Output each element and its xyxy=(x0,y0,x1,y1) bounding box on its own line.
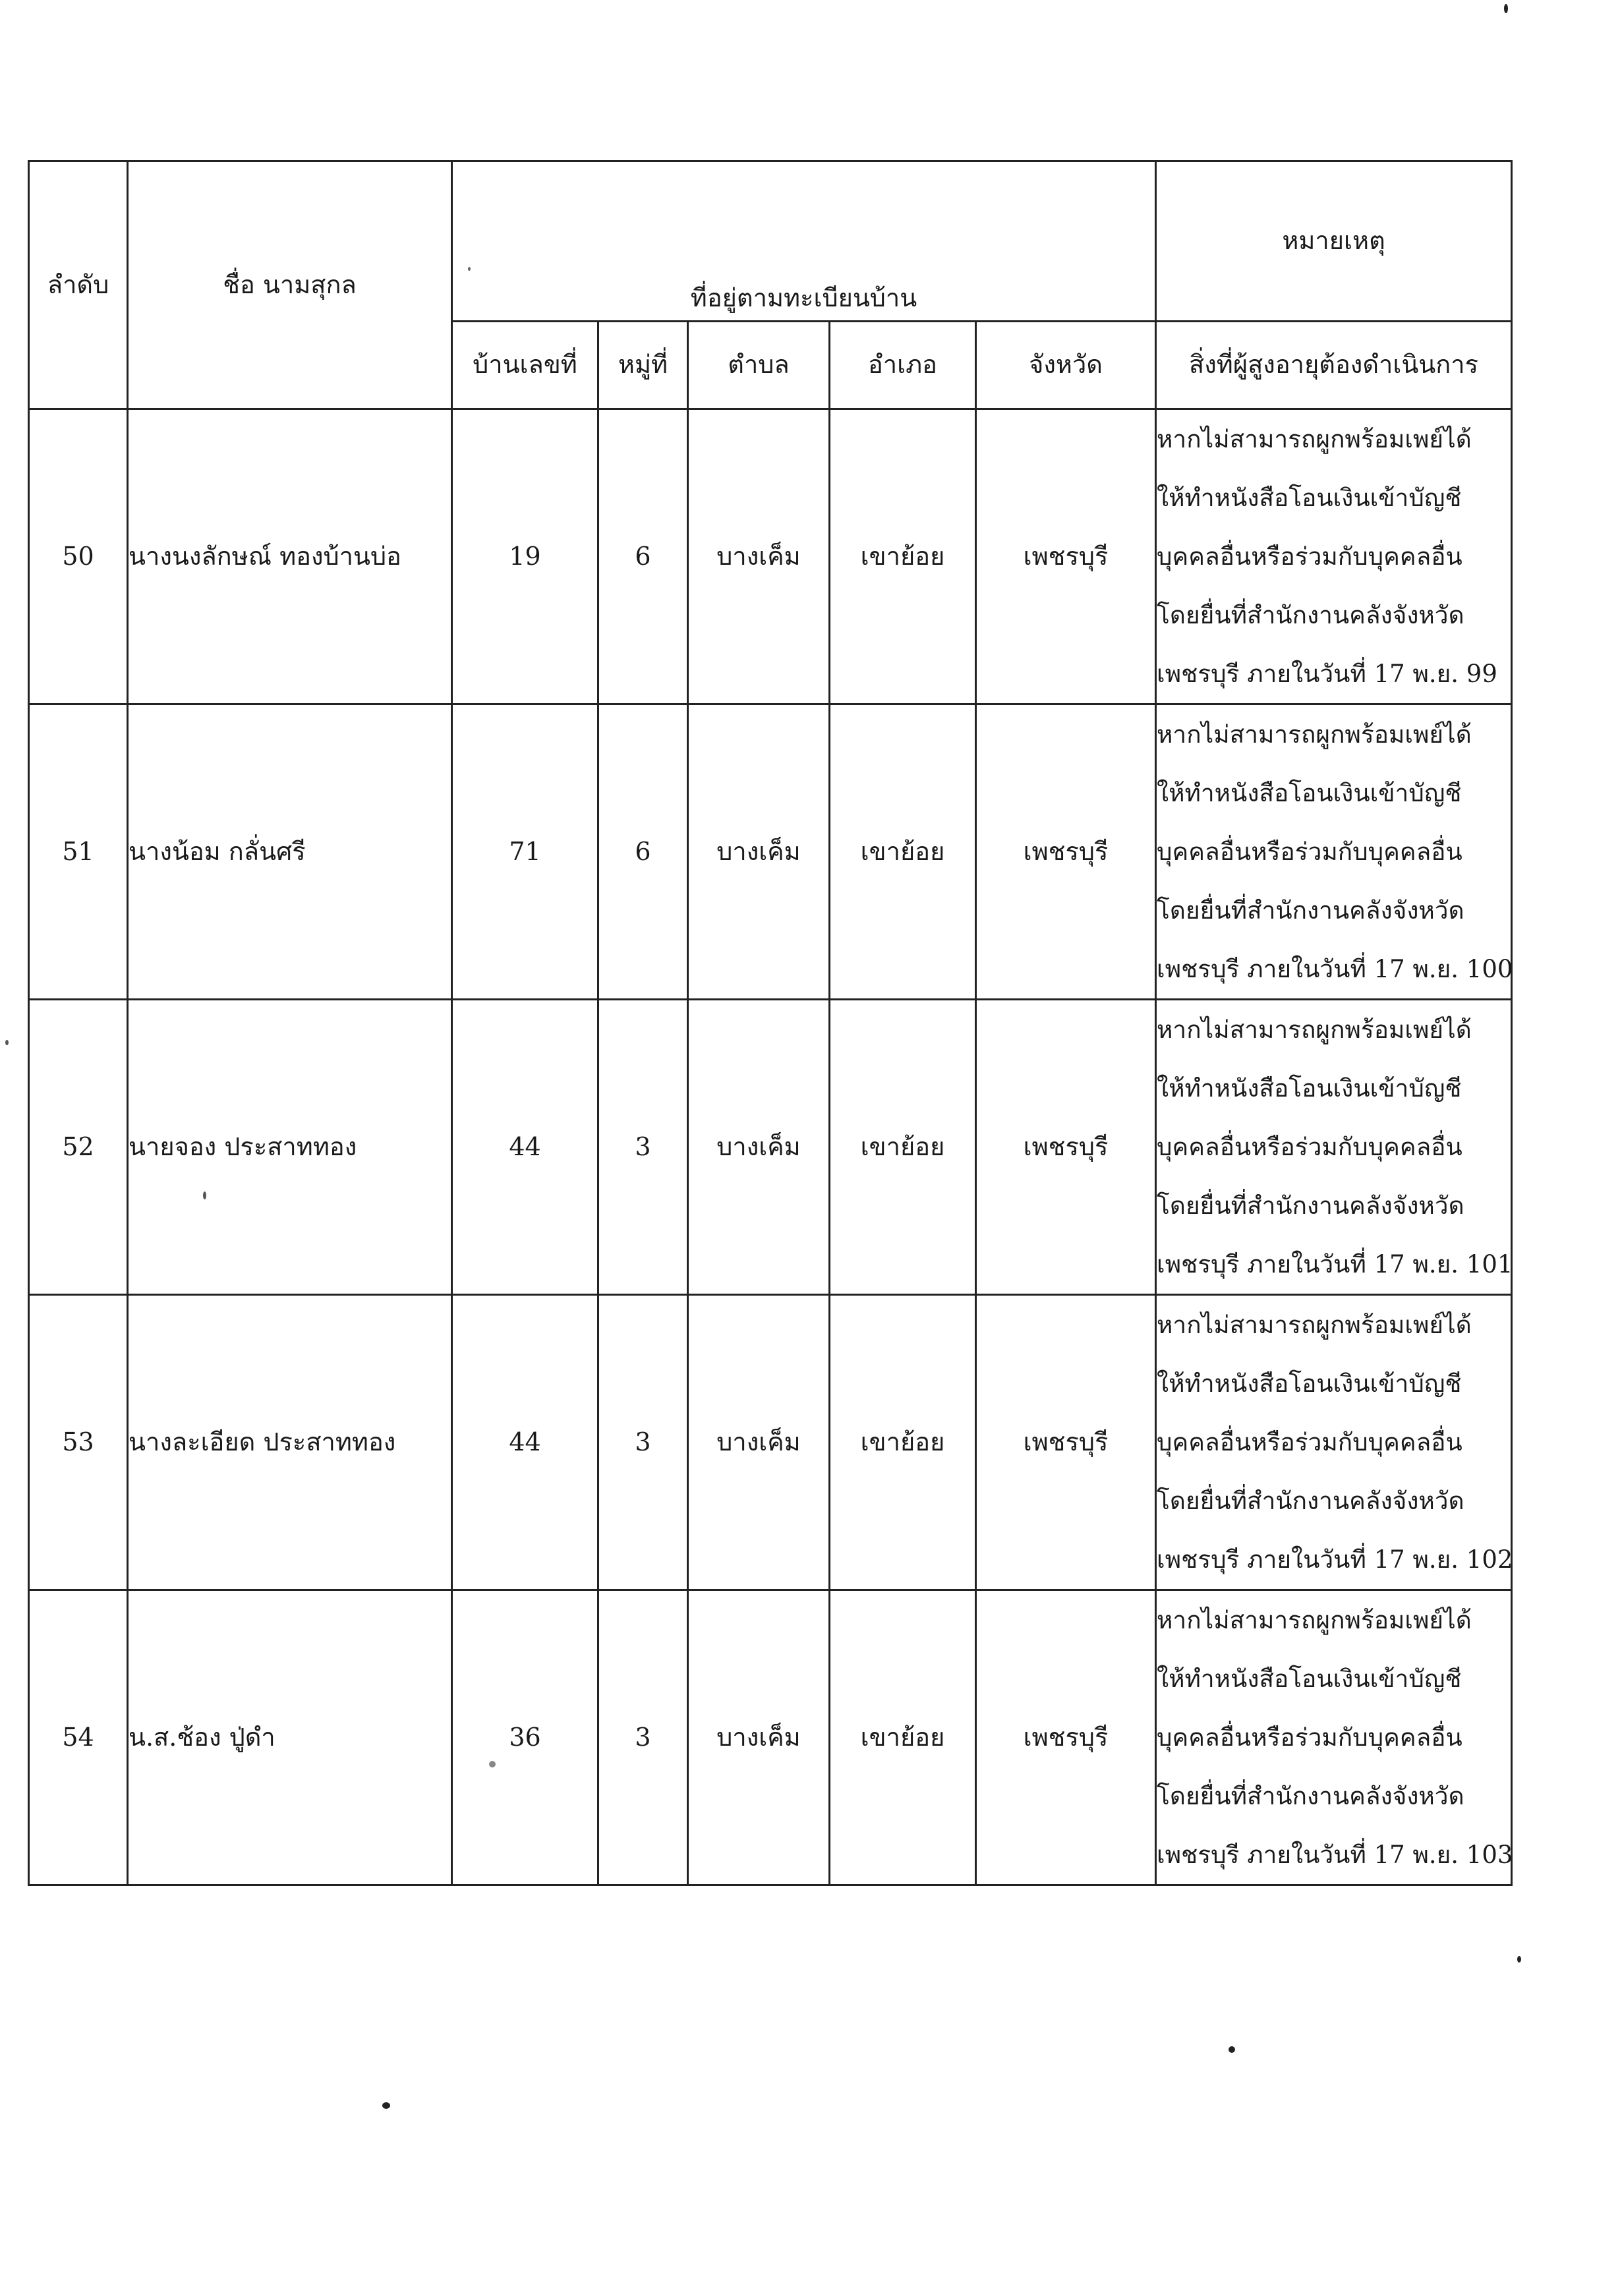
remark-line: ให้ทำหนังสือโอนเงินเข้าบัญชี xyxy=(1157,484,1462,512)
header-required-action: สิ่งที่ผู้สูงอายุต้องดำเนินการ xyxy=(1156,322,1512,409)
cell-district: เขาย้อย xyxy=(830,409,976,704)
cell-house-number: 71 xyxy=(452,704,598,1000)
cell-subdistrict: บางเค็ม xyxy=(688,409,830,704)
cell-remark xyxy=(1156,1590,1512,1885)
header-district: อำเภอ xyxy=(830,322,976,409)
cell-subdistrict: บางเค็ม xyxy=(688,1000,830,1295)
cell-subdistrict: บางเค็ม xyxy=(688,1295,830,1590)
remark-line: โดยยื่นที่สำนักงานคลังจังหวัด xyxy=(1157,1487,1464,1515)
cell-province: เพชรบุรี xyxy=(976,1590,1156,1885)
cell-district: เขาย้อย xyxy=(830,1590,976,1885)
cell-district: เขาย้อย xyxy=(830,704,976,1000)
cell-subdistrict: บางเค็ม xyxy=(688,1590,830,1885)
remark-line: หากไม่สามารถผูกพร้อมเพย์ได้ xyxy=(1157,720,1472,749)
cell-remark xyxy=(1156,1000,1512,1295)
remark-line: บุคคลอื่นหรือร่วมกับบุคคลอื่น xyxy=(1157,542,1462,571)
remark-line: บุคคลอื่นหรือร่วมกับบุคคลอื่น xyxy=(1157,1133,1462,1161)
remark-line: บุคคลอื่นหรือร่วมกับบุคคลอื่น xyxy=(1157,838,1462,866)
cell-village: 3 xyxy=(598,1590,688,1885)
cell-district: เขาย้อย xyxy=(830,1000,976,1295)
scan-speck xyxy=(1517,1956,1521,1963)
cell-name: นางนงลักษณ์ ทองบ้านบ่อ xyxy=(128,409,452,704)
table-row xyxy=(29,704,1512,1000)
remark-line: ให้ทำหนังสือโอนเงินเข้าบัญชี xyxy=(1157,1665,1462,1693)
cell-province: เพชรบุรี xyxy=(976,1295,1156,1590)
cell-name: นายจอง ประสาททอง xyxy=(128,1000,452,1295)
header-house-number: บ้านเลขที่ xyxy=(452,322,598,409)
remark-line: บุคคลอื่นหรือร่วมกับบุคคลอื่น xyxy=(1157,1428,1462,1456)
cell-village: 3 xyxy=(598,1000,688,1295)
scan-speck xyxy=(203,1191,206,1199)
remark-line: เพชรบุรี ภายในวันที่ 17 พ.ย. 100 xyxy=(1157,955,1513,983)
cell-village: 3 xyxy=(598,1295,688,1590)
cell-subdistrict: บางเค็ม xyxy=(688,704,830,1000)
cell-name: น.ส.ช้อง ปู่ดำ xyxy=(128,1590,452,1885)
cell-province: เพชรบุรี xyxy=(976,704,1156,1000)
header-subdistrict: ตำบล xyxy=(688,322,830,409)
remark-line: เพชรบุรี ภายในวันที่ 17 พ.ย. 101 xyxy=(1157,1250,1513,1278)
table-row xyxy=(29,1000,1512,1295)
remark-line: เพชรบุรี ภายในวันที่ 17 พ.ย. 103 xyxy=(1157,1841,1513,1869)
header-province: จังหวัด xyxy=(976,322,1156,409)
cell-village: 6 xyxy=(598,409,688,704)
cell-order: 51 xyxy=(29,704,128,1000)
cell-order: 54 xyxy=(29,1590,128,1885)
remark-line: โดยยื่นที่สำนักงานคลังจังหวัด xyxy=(1157,601,1464,629)
remark-line: หากไม่สามารถผูกพร้อมเพย์ได้ xyxy=(1157,1016,1472,1044)
table-row xyxy=(29,1590,1512,1885)
header-address-group: ที่อยู่ตามทะเบียนบ้าน xyxy=(452,161,1156,322)
cell-order: 53 xyxy=(29,1295,128,1590)
elderly-registry-table xyxy=(28,160,1513,1886)
cell-name: นางละเอียด ประสาททอง xyxy=(128,1295,452,1590)
cell-remark xyxy=(1156,409,1512,704)
cell-house-number: 19 xyxy=(452,409,598,704)
cell-district: เขาย้อย xyxy=(830,1295,976,1590)
scan-speck xyxy=(489,1761,496,1767)
remark-line: หากไม่สามารถผูกพร้อมเพย์ได้ xyxy=(1157,425,1472,453)
cell-province: เพชรบุรี xyxy=(976,409,1156,704)
remark-line: เพชรบุรี ภายในวันที่ 17 พ.ย. 102 xyxy=(1157,1545,1513,1574)
remark-line: หากไม่สามารถผูกพร้อมเพย์ได้ xyxy=(1157,1311,1472,1339)
scan-speck xyxy=(5,1040,9,1045)
scan-speck xyxy=(468,267,471,271)
scan-speck xyxy=(1504,4,1508,13)
cell-house-number: 36 xyxy=(452,1590,598,1885)
remark-line: บุคคลอื่นหรือร่วมกับบุคคลอื่น xyxy=(1157,1723,1462,1752)
cell-remark xyxy=(1156,704,1512,1000)
remark-line: หากไม่สามารถผูกพร้อมเพย์ได้ xyxy=(1157,1606,1472,1634)
header-order: ลำดับ xyxy=(29,161,128,409)
table-row xyxy=(29,1295,1512,1590)
header-remark: หมายเหตุ xyxy=(1156,161,1512,322)
remark-line: เพชรบุรี ภายในวันที่ 17 พ.ย. 99 xyxy=(1157,660,1497,688)
cell-village: 6 xyxy=(598,704,688,1000)
scan-speck xyxy=(382,2102,390,2109)
header-name: ชื่อ นามสุกล xyxy=(128,161,452,409)
cell-order: 50 xyxy=(29,409,128,704)
remark-line: ให้ทำหนังสือโอนเงินเข้าบัญชี xyxy=(1157,1369,1462,1398)
header-village: หมู่ที่ xyxy=(598,322,688,409)
cell-order: 52 xyxy=(29,1000,128,1295)
cell-house-number: 44 xyxy=(452,1295,598,1590)
cell-province: เพชรบุรี xyxy=(976,1000,1156,1295)
remark-line: โดยยื่นที่สำนักงานคลังจังหวัด xyxy=(1157,1191,1464,1220)
remark-line: โดยยื่นที่สำนักงานคลังจังหวัด xyxy=(1157,896,1464,925)
scan-speck xyxy=(1229,2046,1235,2053)
cell-name: นางน้อม กลั่นศรี xyxy=(128,704,452,1000)
table-row xyxy=(29,409,1512,704)
remark-line: โดยยื่นที่สำนักงานคลังจังหวัด xyxy=(1157,1782,1464,1810)
remark-line: ให้ทำหนังสือโอนเงินเข้าบัญชี xyxy=(1157,779,1462,807)
cell-remark xyxy=(1156,1295,1512,1590)
cell-house-number: 44 xyxy=(452,1000,598,1295)
remark-line: ให้ทำหนังสือโอนเงินเข้าบัญชี xyxy=(1157,1074,1462,1103)
